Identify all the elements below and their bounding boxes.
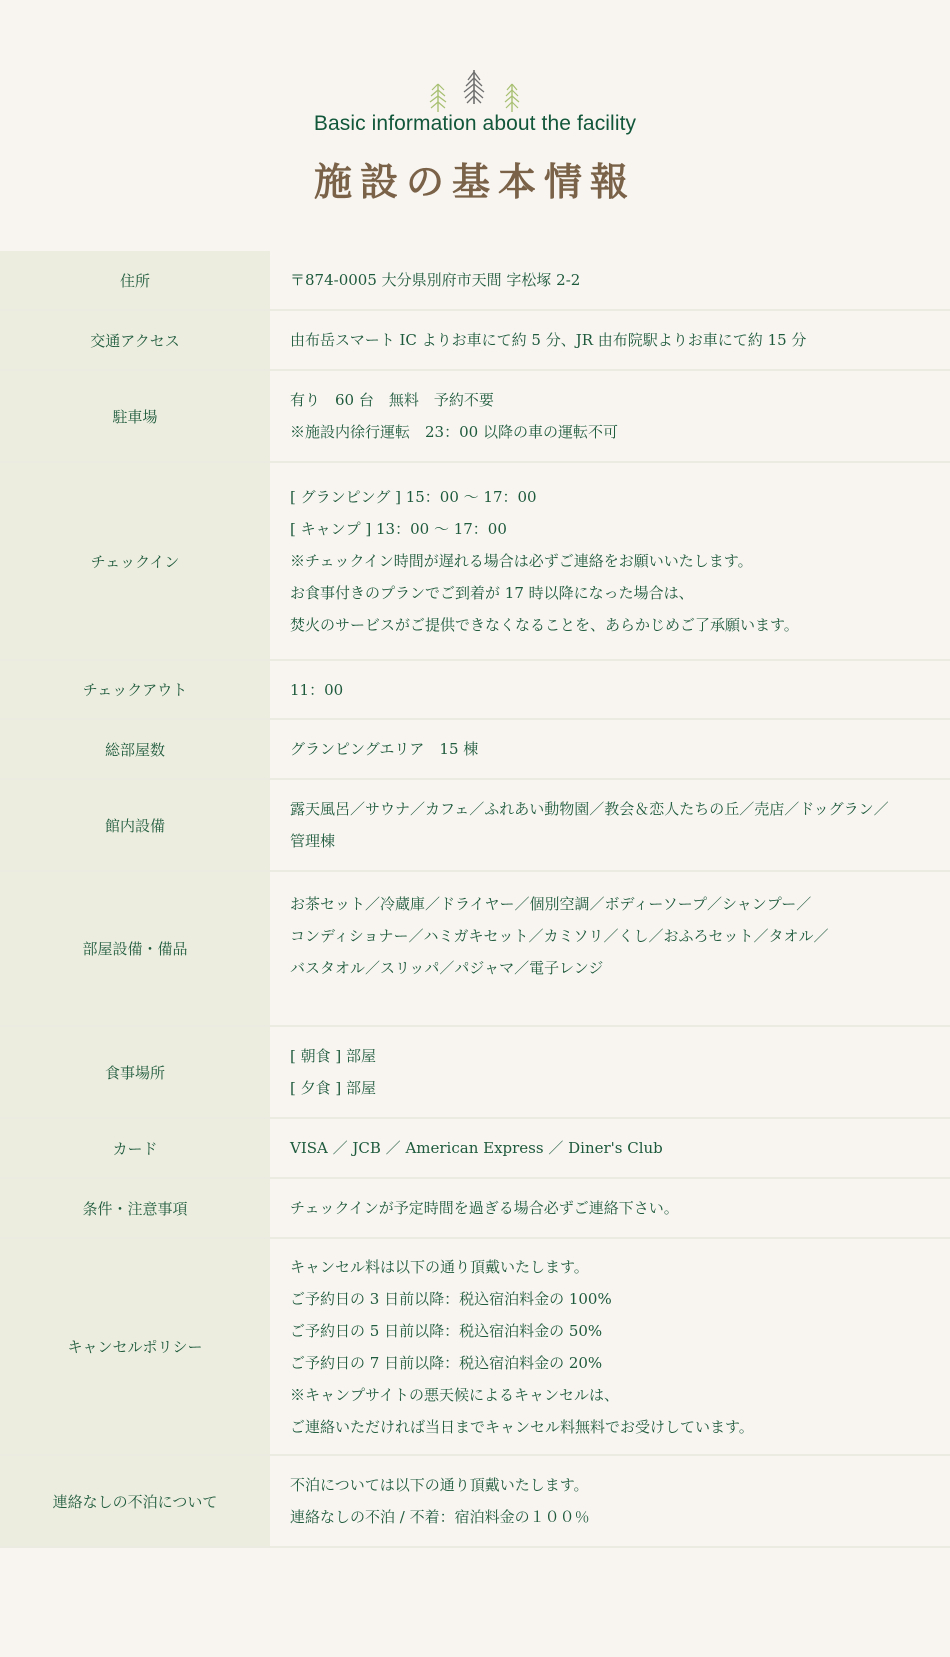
facility-info-table bbox=[0, 251, 950, 1548]
value-line: お食事付きのプランでご到着が 17 時以降になった場合は、 bbox=[290, 584, 694, 602]
table-row bbox=[0, 1179, 950, 1239]
row-label: キャンセルポリシー bbox=[0, 1239, 270, 1454]
row-value bbox=[270, 780, 950, 870]
table-row bbox=[0, 1456, 950, 1548]
value-line: お茶セット／冷蔵庫／ドライヤー／個別空調／ボディーソープ／シャンプー／ bbox=[290, 895, 812, 913]
table-row bbox=[0, 371, 950, 463]
row-value bbox=[270, 1119, 950, 1177]
value-line: チェックインが予定時間を過ぎる場合必ずご連絡下さい。 bbox=[290, 1199, 679, 1217]
value-line: 〒874-0005 大分県別府市天間 字松塚 2-2 bbox=[290, 271, 581, 289]
value-line: VISA ／ JCB ／ American Express ／ Diner's Club bbox=[290, 1139, 663, 1157]
value-line: ご連絡いただければ当日までキャンセル料無料でお受けしています。 bbox=[290, 1417, 754, 1436]
value-line: [ キャンプ ] 13：00 ～ 17：00 bbox=[290, 520, 507, 538]
value-line: 連絡なしの不泊 / 不着：宿泊料金の１００％ bbox=[290, 1508, 590, 1526]
section-subtitle: Basic information about the facility bbox=[313, 112, 637, 135]
row-value bbox=[270, 463, 950, 659]
section-header bbox=[0, 0, 950, 250]
row-value bbox=[270, 661, 950, 718]
row-value bbox=[270, 1239, 950, 1454]
value-line: [ 夕食 ] 部屋 bbox=[290, 1079, 377, 1097]
value-line: ※チェックイン時間が遅れる場合は必ずご連絡をお願いいたします。 bbox=[290, 552, 753, 570]
row-value bbox=[270, 251, 950, 309]
row-value bbox=[270, 311, 950, 369]
value-line: [ 朝食 ] 部屋 bbox=[290, 1047, 377, 1065]
table-row bbox=[0, 872, 950, 1027]
row-value bbox=[270, 720, 950, 778]
value-line: バスタオル／スリッパ／パジャマ／電子レンジ bbox=[290, 959, 604, 977]
table-row bbox=[0, 661, 950, 720]
value-line: 管理棟 bbox=[290, 832, 336, 850]
row-label: 駐車場 bbox=[0, 371, 270, 461]
pine-tree-icon bbox=[464, 70, 484, 104]
value-line: キャンセル料は以下の通り頂戴いたします。 bbox=[290, 1257, 589, 1276]
row-label: 条件・注意事項 bbox=[0, 1179, 270, 1237]
table-row bbox=[0, 780, 950, 872]
value-line: 由布岳スマート IC よりお車にて約 5 分、JR 由布院駅よりお車にて約 15 分 bbox=[290, 331, 807, 349]
value-line: ご予約日の 7 日前以降：税込宿泊料金の 20% bbox=[290, 1353, 603, 1372]
row-label: 食事場所 bbox=[0, 1027, 270, 1117]
value-line: 有り 60 台 無料 予約不要 bbox=[290, 391, 494, 409]
row-label: 部屋設備・備品 bbox=[0, 872, 270, 1025]
row-value bbox=[270, 1027, 950, 1117]
small-tree-icon bbox=[430, 84, 446, 112]
value-line: ご予約日の 3 日前以降：税込宿泊料金の 100% bbox=[290, 1289, 612, 1308]
value-line: ご予約日の 5 日前以降：税込宿泊料金の 50% bbox=[290, 1321, 603, 1340]
value-line: 焚火のサービスがご提供できなくなることを、あらかじめご了承願います。 bbox=[290, 616, 799, 634]
table-row bbox=[0, 251, 950, 311]
row-value bbox=[270, 1179, 950, 1237]
row-value bbox=[270, 1456, 950, 1546]
row-label: 交通アクセス bbox=[0, 311, 270, 369]
row-value bbox=[270, 872, 950, 1025]
value-line: ※キャンプサイトの悪天候によるキャンセルは、 bbox=[290, 1385, 619, 1404]
row-label: 館内設備 bbox=[0, 780, 270, 870]
row-label: チェックアウト bbox=[0, 661, 270, 718]
page-title: 施設の基本情報 bbox=[313, 159, 636, 204]
value-line: 露天風呂／サウナ／カフェ／ふれあい動物園／教会＆恋人たちの丘／売店／ドッグラン／ bbox=[290, 800, 889, 818]
table-row bbox=[0, 720, 950, 780]
small-tree-icon bbox=[505, 84, 519, 112]
table-row bbox=[0, 1239, 950, 1456]
tree-icons bbox=[420, 70, 530, 114]
value-line: 不泊については以下の通り頂戴いたします。 bbox=[290, 1476, 589, 1494]
row-label: カード bbox=[0, 1119, 270, 1177]
value-line: コンディショナー／ハミガキセット／カミソリ／くし／おふろセット／タオル／ bbox=[290, 927, 829, 945]
row-label: 住所 bbox=[0, 251, 270, 309]
table-row bbox=[0, 311, 950, 371]
value-line: [ グランピング ] 15：00 ～ 17：00 bbox=[290, 488, 537, 506]
row-label: チェックイン bbox=[0, 463, 270, 659]
value-line: グランピングエリア 15 棟 bbox=[290, 740, 479, 758]
row-label: 総部屋数 bbox=[0, 720, 270, 778]
table-row bbox=[0, 1027, 950, 1119]
row-label: 連絡なしの不泊について bbox=[0, 1456, 270, 1546]
value-line: ※施設内徐行運転 23：00 以降の車の運転不可 bbox=[290, 423, 618, 441]
table-row bbox=[0, 1119, 950, 1179]
value-line: 11：00 bbox=[290, 680, 344, 699]
row-value bbox=[270, 371, 950, 461]
table-row bbox=[0, 463, 950, 661]
